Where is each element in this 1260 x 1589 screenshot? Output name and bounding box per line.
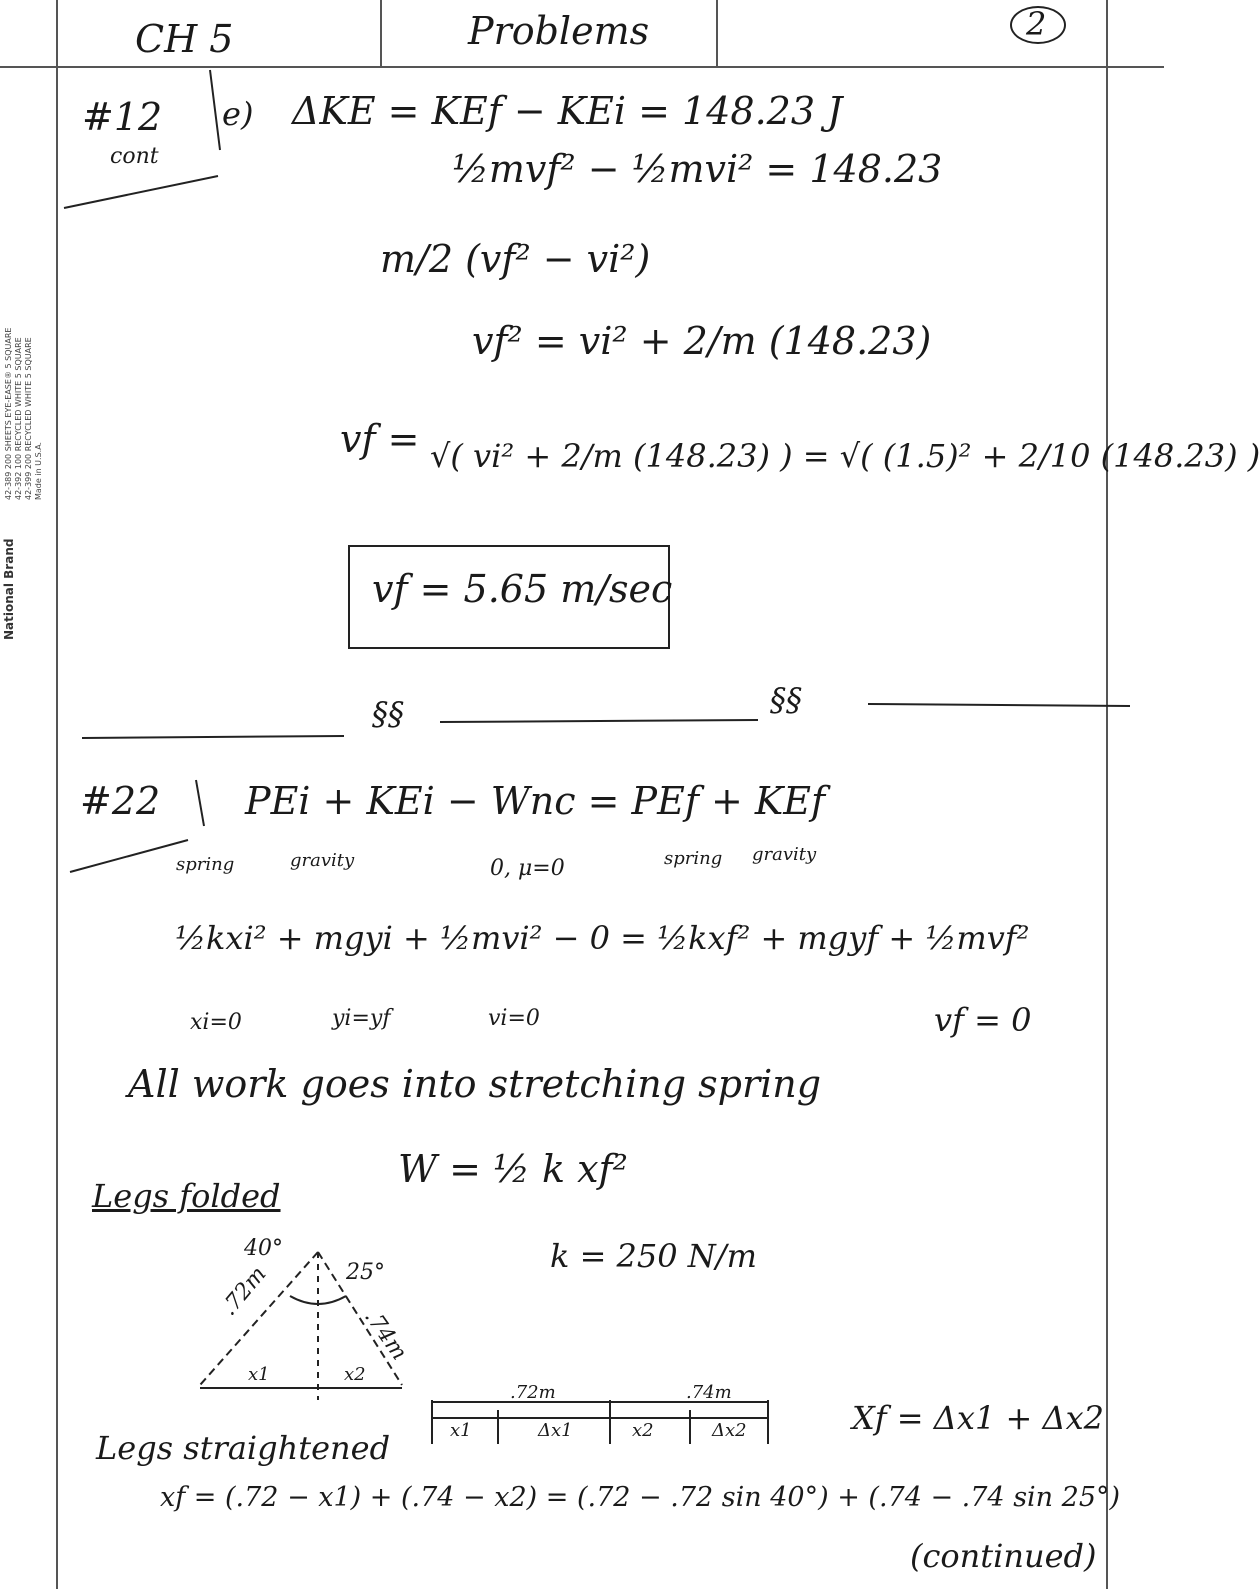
p12-line-4: vf² = vi² + 2/m (148.23): [472, 319, 932, 363]
p22-len-74: .74m: [359, 1304, 412, 1365]
p22-legs-straight: Legs straightened: [96, 1429, 391, 1467]
paper-spec-line-4: Made in U.S.A.: [34, 441, 43, 500]
p12-line-3: m/2 (vf² − vi²): [380, 237, 651, 281]
seg-label-72: .72m: [510, 1382, 556, 1403]
p22-len-72: .72m: [216, 1261, 272, 1321]
p22-w-eq: W = ½ k xf²: [398, 1147, 628, 1191]
p22-energy-eq: PEi + KEi − Wnc = PEf + KEf: [245, 779, 826, 823]
p12-line-2: ½mvf² − ½mvi² = 148.23: [452, 147, 943, 191]
divider-line-3: [868, 704, 1130, 706]
p22-gravity-1: gravity: [290, 850, 355, 871]
p22-legs-folded: Legs folded: [92, 1177, 281, 1215]
divider-line-1: [82, 736, 344, 738]
p12-sep-1: [210, 70, 220, 150]
p22-continued: (continued): [910, 1537, 1097, 1575]
p22-vi-zero: vi=0: [488, 1006, 540, 1031]
p22-final-eq: xf = (.72 − x1) + (.74 − x2) = (.72 − .72 sin 40°) + (.74 − .74 sin 25°): [160, 1482, 1121, 1513]
problem-12-cont: cont: [110, 144, 159, 169]
p12-answer: vf = 5.65 m/sec: [372, 567, 673, 611]
divider-mark-left: §§: [372, 695, 404, 733]
p12-line-5a: vf =: [340, 417, 420, 461]
page-number: 2: [1026, 5, 1047, 43]
p12-underline: [64, 176, 218, 208]
divider-mark-right: §§: [770, 681, 802, 719]
paper-spec-line-3: 42-399 200 RECYCLED WHITE 5 SQUARE: [24, 337, 33, 500]
divider-line-2: [440, 720, 758, 722]
p22-spring-2: spring: [664, 848, 723, 869]
p22-x1-label: x1: [248, 1364, 270, 1385]
p22-x2-label: x2: [344, 1364, 366, 1385]
p22-vf-zero: vf = 0: [934, 1001, 1032, 1039]
p22-gravity-2: gravity: [752, 844, 817, 865]
p22-angle-25: 25°: [346, 1260, 385, 1285]
p22-zero-mu: 0, μ=0: [490, 856, 565, 881]
chapter-label: CH 5: [135, 17, 234, 61]
p22-work-note: All work goes into stretching spring: [128, 1062, 822, 1106]
problem-22-label: #22: [80, 779, 161, 823]
seg-label-dx2: Δx2: [712, 1420, 747, 1441]
p22-underline: [70, 840, 188, 872]
p22-xf-eq: Xf = Δx1 + Δx2: [852, 1399, 1104, 1437]
p22-yi-yf: yi=yf: [332, 1006, 391, 1031]
problem-12-part: e): [222, 95, 254, 133]
paper-spec-line-2: 42-392 100 RECYCLED WHITE 5 SQUARE: [14, 337, 23, 500]
p12-line-5b: √( vi² + 2/m (148.23) ) = √( (1.5)² + 2/10 (148.23) ): [430, 437, 1260, 475]
page-title: Problems: [468, 9, 650, 53]
p22-k-value: k = 250 N/m: [550, 1237, 757, 1275]
p22-sep: [196, 780, 204, 826]
p22-xi-zero: xi=0: [190, 1010, 242, 1035]
p22-spring-1: spring: [176, 854, 235, 875]
p22-expanded-eq: ½kxi² + mgyi + ½mvi² − 0 = ½kxf² + mgyf + ½mvf²: [175, 919, 1030, 957]
seg-label-dx1: Δx1: [538, 1420, 573, 1441]
seg-label-74: .74m: [686, 1382, 732, 1403]
p12-line-1: ΔKE = KEf − KEi = 148.23 J: [292, 89, 843, 133]
seg-label-x2: x2: [632, 1420, 654, 1441]
p22-angle-40: 40°: [244, 1236, 283, 1261]
seg-label-x1: x1: [450, 1420, 472, 1441]
brand-logo-text: National Brand: [2, 538, 16, 640]
problem-12-label: #12: [82, 95, 163, 139]
paper-spec-line-1: 42-389 200 SHEETS EYE-EASE® 5 SQUARE: [4, 327, 13, 500]
